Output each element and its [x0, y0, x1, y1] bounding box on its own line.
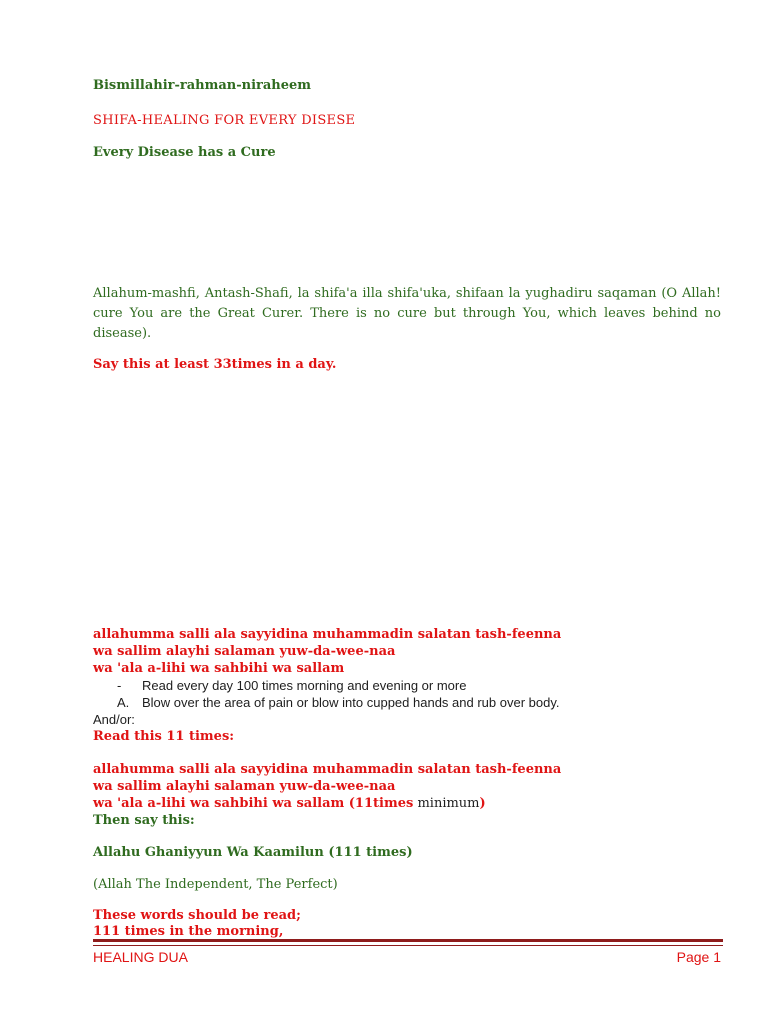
list-marker: A.: [117, 695, 130, 710]
list-item: [117, 677, 466, 694]
dua-2-note-1: These words should be read;: [93, 908, 301, 923]
page-number: Page 1: [676, 949, 721, 965]
dua-2-note-2: 111 times in the morning,: [93, 924, 284, 939]
bismillah-heading: Bismillahir-rahman-niraheem: [93, 78, 312, 93]
closing-paren: ): [479, 796, 486, 811]
salawat-repeat-line-3: [93, 795, 486, 812]
minimum-word: minimum: [413, 796, 480, 811]
list-item: [117, 694, 559, 711]
footer-divider: [93, 939, 723, 946]
list-marker: -: [117, 678, 122, 693]
document-subtitle: Every Disease has a Cure: [93, 145, 276, 160]
salawat-line-1: allahumma salli ala sayyidina muhammadin salatan tash-feenna: [93, 627, 562, 642]
dua-2-meaning: (Allah The Independent, The Perfect): [93, 877, 338, 892]
dua-text: Allahum-mashfi, Antash-Shafi, la shifa'a illa shifa'uka, shifaan la yughadiru saqaman (O Allah! cure You are the Great Curer. There is no cure but through You, which leaves behind no disease).: [93, 286, 721, 341]
dua-2-text: Allahu Ghaniyyun Wa Kaamilun (111 times): [93, 845, 413, 860]
salawat-line-2: wa sallim alayhi salaman yuw-da-wee-naa: [93, 644, 396, 659]
salawat-repeat-line-1: allahumma salli ala sayyidina muhammadin salatan tash-feenna: [93, 762, 562, 777]
read-11-instruction: Read this 11 times:: [93, 729, 235, 744]
salawat-repeat-line-2: wa sallim alayhi salaman yuw-da-wee-naa: [93, 779, 396, 794]
dua-instruction: Say this at least 33times in a day.: [93, 357, 337, 372]
salawat-line-3: wa 'ala a-lihi wa sahbihi wa sallam: [93, 661, 345, 676]
list-item-text: Blow over the area of pain or blow into cupped hands and rub over body.: [142, 695, 560, 710]
document-title: SHIFA-HEALING FOR EVERY DISESE: [93, 113, 356, 128]
healing-dua-paragraph: [93, 284, 721, 344]
andor-label: And/or:: [93, 712, 135, 727]
then-say-label: Then say this:: [93, 813, 195, 828]
list-item-text: Read every day 100 times morning and evening or more: [142, 678, 467, 693]
footer-title: HEALING DUA: [93, 949, 188, 965]
salawat-repeat-main: wa 'ala a-lihi wa sahbihi wa sallam (11times: [93, 796, 414, 811]
